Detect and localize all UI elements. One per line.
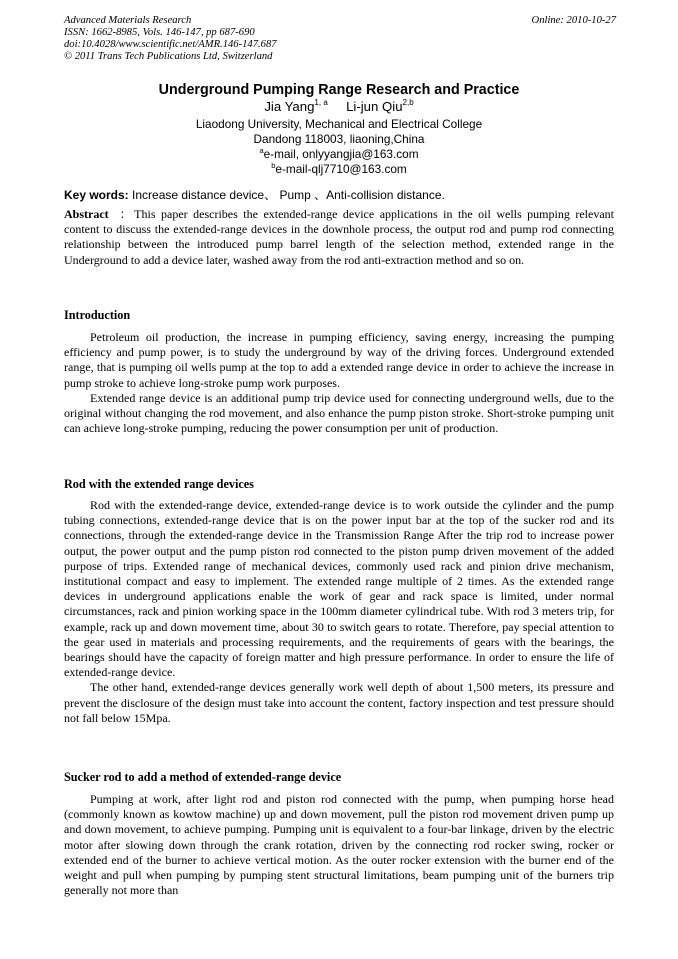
section-sucker-rod [64, 792, 614, 898]
journal-header [64, 15, 277, 63]
copyright-line: © 2011 Trans Tech Publications Ltd, Switzerland [64, 51, 273, 62]
section-rod [64, 498, 614, 726]
author-2: Li-jun Qiu [346, 99, 403, 114]
paragraph: The other hand, extended-range devices generally work well depth of about 1,500 meters, its pressure and prevent the disclosure of the design must take into account the content, factory inspection and test pressure should not fall below 15Mpa. [64, 680, 614, 725]
journal-name: Advanced Materials Research [64, 15, 192, 26]
section-heading-sucker-rod: Sucker rod to add a method of extended-range device [64, 770, 342, 784]
author-1-affiliation-mark: 1, a [314, 98, 328, 107]
abstract-label: Abstract [64, 207, 109, 221]
email-b-mark: b [271, 161, 276, 170]
email-a-mark: a [259, 146, 264, 155]
author-2-affiliation-mark: 2,b [402, 98, 414, 107]
paper-title: Underground Pumping Range Research and Practice [158, 82, 520, 98]
online-date: Online: 2010-10-27 [531, 15, 616, 26]
paragraph: Extended range device is an additional pump trip device used for connecting underground wells, due to the original without changing the rod movement, and also enhance the pump piston stroke. Short-stroke pumping unit can achieve long-stroke pumping, reducing the power consumption per unit of production. [64, 390, 614, 436]
keywords-label: Key words: [64, 188, 129, 202]
section-heading-introduction: Introduction [64, 308, 131, 322]
email-b: e-mail-qlj7710@163.com [275, 162, 407, 176]
keywords [64, 188, 614, 203]
author-line [0, 99, 678, 115]
affiliation: Liaodong University, Mechanical and Electrical College [195, 117, 483, 131]
email-a: e-mail, onlyyangjia@163.com [263, 147, 419, 161]
paragraph: Pumping at work, after light rod and piston rod connected with the pump, when pumping horse head (commonly known as kowtow machine) up and down movement, pull the piston rod movement driven pump up and down movement, to achieve pumping. Pumping unit is equivalent to a four-bar linkage, driven by the electric motor after slowing down through the crank rotation, driven by the connecting rod rocker swing, rocker or extended end of the burner to achieve vertical motion. As the outer rocker extension with the burner end of the weight and pull when pumping by pumping stent structural limitations, beam pumping unit of the burners trip generally not more than [64, 792, 614, 898]
address: Dandong 118003, liaoning,China [253, 132, 425, 146]
paragraph: Petroleum oil production, the increase in pumping efficiency, saving energy, increasing the pumping efficiency and pump power, is to study the underground by way of the driving forces. Underground extended range, that is pumping oil wells pump at the top to add a extended range device in order to achieve the increase in pump stroke to achieve long-stroke pump work purposes. [64, 330, 614, 390]
keywords-text: Increase distance device、 Pump 、Anti-collision distance. [132, 188, 445, 202]
email-a-line [0, 147, 678, 162]
email-b-line [0, 162, 678, 177]
doi-line: doi:10.4028/www.scientific.net/AMR.146-147.687 [64, 39, 277, 50]
issn-line: ISSN: 1662-8985, Vols. 146-147, pp 687-690 [64, 27, 255, 38]
abstract-separator: ： [119, 207, 135, 221]
section-heading-rod: Rod with the extended range devices [64, 477, 254, 491]
abstract [64, 207, 614, 268]
section-introduction [64, 330, 614, 436]
author-1: Jia Yang [264, 99, 315, 114]
abstract-text: This paper describes the extended-range device applications in the oil wells pumping relevant content to discuss the extended-range devices in the downhole process, the output rod and pump rod connecting relationship between the introduced pump barrel length of the selection method, extended range in the Underground to add a device later, washed away from the rod anti-extraction method and so on. [64, 207, 614, 267]
paragraph: Rod with the extended-range device, extended-range device is to work outside the cylinder and the pump tubing connections, extended-range device that is on the power input bar at the top of the sucker rod and its connections, through the extended-range device in the Transmission Range After the trip rod to increase power output, the power output and the pump piston rod connected to the piston pump driven movement of the added purpose of trips. Extended range of mechanical devices, commonly used rack and pinion drive mechanism, institutional compact and easy to implement. The extended range multiple of 2 times. As the extended range devices in underground applications enable the work of gear and rack space is limited, under normal circumstances, rack and pinion working space in the 100mm diameter cylindrical tube. With rod 3 meters trip, for example, rack up and down movement time, about 30 to switch gears to rotate. Therefore, pay special attention to the gear used in materials and processing requirements, and the requirements of gears with the bearings, the bearings should have the capacity of foreign matter and high pressure performance. In order to ensure the life of extended-range device. [64, 498, 614, 680]
